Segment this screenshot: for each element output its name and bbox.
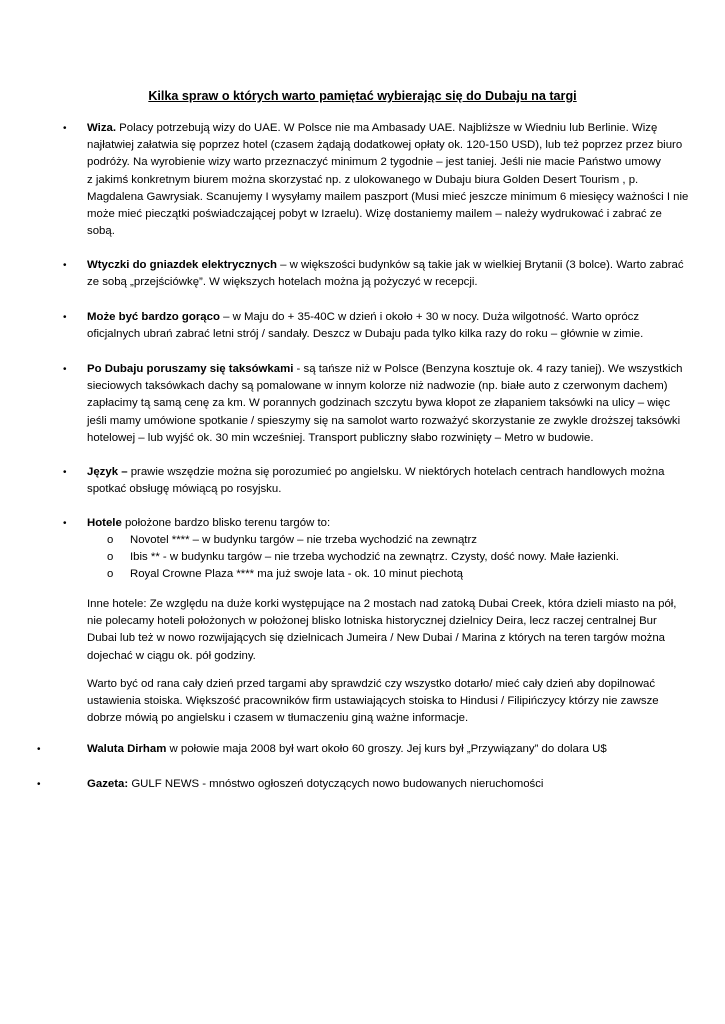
item-heading: Wiza. <box>87 122 117 134</box>
item-text: najłatwiej załatwia się poprzez hotel (czasem żądają dodatkowej opłaty ok. 120-150 USD), lub też poprzez przez biuro <box>87 139 683 152</box>
list-item-newspaper <box>87 776 675 793</box>
bullet-marker: • <box>63 518 67 529</box>
item-text: Polacy potrzebują wizy do UAE. W Polsce nie ma Ambasady UAE. Najbliższe w Wiedniu lub Berlinie. Wizę <box>116 122 658 134</box>
item-heading: Język – <box>87 466 128 478</box>
item-text: hotelowej – lub wyjść ok. 30 min wcześniej. Transport publiczny słabo rozwinięty – Metro w budowie. <box>87 431 594 444</box>
sub-bullet-marker: o <box>107 568 114 580</box>
paragraph-line: Inne hotele: Ze względu na duże korki występujące na 2 mostach nad zatoką Dubai Creek, która dzieli miasto na pół, <box>87 598 677 610</box>
item-text: w połowie maja 2008 był wart około 60 groszy. Jej kurs był „Przywiązany” do dolara U$ <box>166 743 607 755</box>
list-item-plugs <box>87 257 684 291</box>
item-heading: Może być bardzo gorąco <box>87 311 220 323</box>
sub-bullet-marker: o <box>107 534 114 546</box>
item-text: sobą. <box>87 225 115 238</box>
other-hotels-paragraph <box>87 596 677 665</box>
hotel-name: Ibis ** - w budynku targów – nie trzeba wychodzić na zewnątrz. Czysty, dość nowy. Małe łazienki. <box>130 551 619 563</box>
document-title: Kilka spraw o których warto pamiętać wybierając się do Dubaju na targi <box>148 89 577 103</box>
item-heading: Gazeta: <box>87 778 129 790</box>
bullet-marker: • <box>63 312 67 323</box>
item-heading: Po Dubaju poruszamy się taksówkami <box>87 363 294 375</box>
item-text: podróży. Na wyrobienie wizy warto przeznaczyć minimum 2 tygodnie – jest taniej. Jeśli nie macie Państwo umowy <box>87 156 661 169</box>
list-item-heat <box>87 309 675 343</box>
bullet-marker: • <box>63 260 67 271</box>
item-heading: Wtyczki do gniazdek elektrycznych <box>87 259 277 271</box>
item-text: – w Maju do + 35-40C w dzień i około + 30 w nocy. Duża wilgotność. Warto oprócz <box>219 311 640 323</box>
item-text: z jakimś konkretnym biurem można skorzystać np. z ulokowanego w Dubaju biura Golden Desert Tourism , p. <box>87 173 639 186</box>
paragraph-line: Dubai lub też w nowo rozwijających się dzielnicach Jumeira / New Dubai / Marina z których na teren targów można <box>87 632 666 645</box>
sub-bullet-marker: o <box>107 551 114 563</box>
item-text: jeśli mamy umówione spotkanie / spieszymy się na samolot warto rozważyć skorzystanie ze zwykle droższej taksówki <box>87 414 681 427</box>
hotel-name: Royal Crowne Plaza **** ma już swoje lata - ok. 10 minut piechotą <box>130 568 464 580</box>
list-item-currency <box>87 741 675 758</box>
item-text: położone bardzo blisko terenu targów to: <box>121 517 331 529</box>
item-text: ze sobą „przejściówkę”. W większych hotelach można ją pożyczyć w recepcji. <box>87 276 478 289</box>
list-item-taxis <box>87 361 683 447</box>
item-text: Magdalena Gawrysiak. Scanujemy I wysyłamy mailem paszport (Musi mieć jeszcze minimum 6 miesięcy ważności I nie <box>87 190 689 203</box>
paragraph-line: Warto być od rana cały dzień przed targami aby sprawdzić czy wszystko dotarło/ mieć cały dzień aby dopilnować <box>87 678 656 690</box>
item-heading: Hotele <box>87 517 122 529</box>
paragraph-line: nie polecamy hoteli położonych w położonej blisko lotniska historycznej dzielnicy Deira, lecz raczej centralnej Bur <box>87 615 657 628</box>
paragraph-line: ustawienia stoiska. Większość pracowników firm ustawiających stoiska to Hindusi / Filipińczycy którzy nie zawsze <box>87 695 659 708</box>
item-text: zapłacimy tą samą cenę za km. W porannych godzinach szczytu bywa kłopot ze złapaniem taksówki na ulicy – więc <box>87 397 671 410</box>
paragraph-line: dojechać w ciągu ok. pół godziny. <box>87 649 256 662</box>
item-text: prawie wszędzie można się porozumieć po angielsku. W niektórych hotelach centrach handlowych można <box>127 466 665 478</box>
bullet-marker: • <box>37 779 41 790</box>
item-text: GULF NEWS - mnóstwo ogłoszeń dotyczących nowo budowanych nieruchomości <box>128 778 544 790</box>
item-text: spotkać obsługę mówiącą po rosyjsku. <box>87 483 282 496</box>
hotel-name: Novotel **** – w budynku targów – nie trzeba wychodzić na zewnątrz <box>130 534 477 546</box>
paragraph-line: dobrze mówią po angielsku i czasem w tłumaczeniu giną ważne informacje. <box>87 712 469 725</box>
arrival-advice-paragraph <box>87 676 673 728</box>
bullet-marker: • <box>63 364 67 375</box>
list-item-visa <box>87 120 689 240</box>
item-text: sieciowych taksówkach dachy są pomalowane w innym kolorze niż nadwozie (np. białe auto z czerwonym dachem) <box>87 380 668 393</box>
item-text: oficjalnych ubrań zabrać letni strój / sandały. Deszcz w Dubaju pada tylko kilka razy do roku – głównie w zimie. <box>87 328 644 341</box>
bullet-marker: • <box>63 467 67 478</box>
item-heading: Waluta Dirham <box>87 743 167 755</box>
item-text: - są tańsze niż w Polsce (Benzyna kosztuje ok. 4 razy taniej). We wszystkich <box>293 363 683 375</box>
item-text: może mieć pieczątki poświadczającej pobyt w Izraelu). Wizę dostaniemy mailem – należy wydrukować i zabrać ze <box>87 208 662 221</box>
list-item-hotels <box>87 515 675 532</box>
item-text: – w większości budynków są takie jak w wielkiej Brytanii (3 bolce). Warto zabrać <box>276 259 684 271</box>
bullet-marker: • <box>37 744 41 755</box>
bullet-marker: • <box>63 123 67 134</box>
list-item-language <box>87 464 675 498</box>
